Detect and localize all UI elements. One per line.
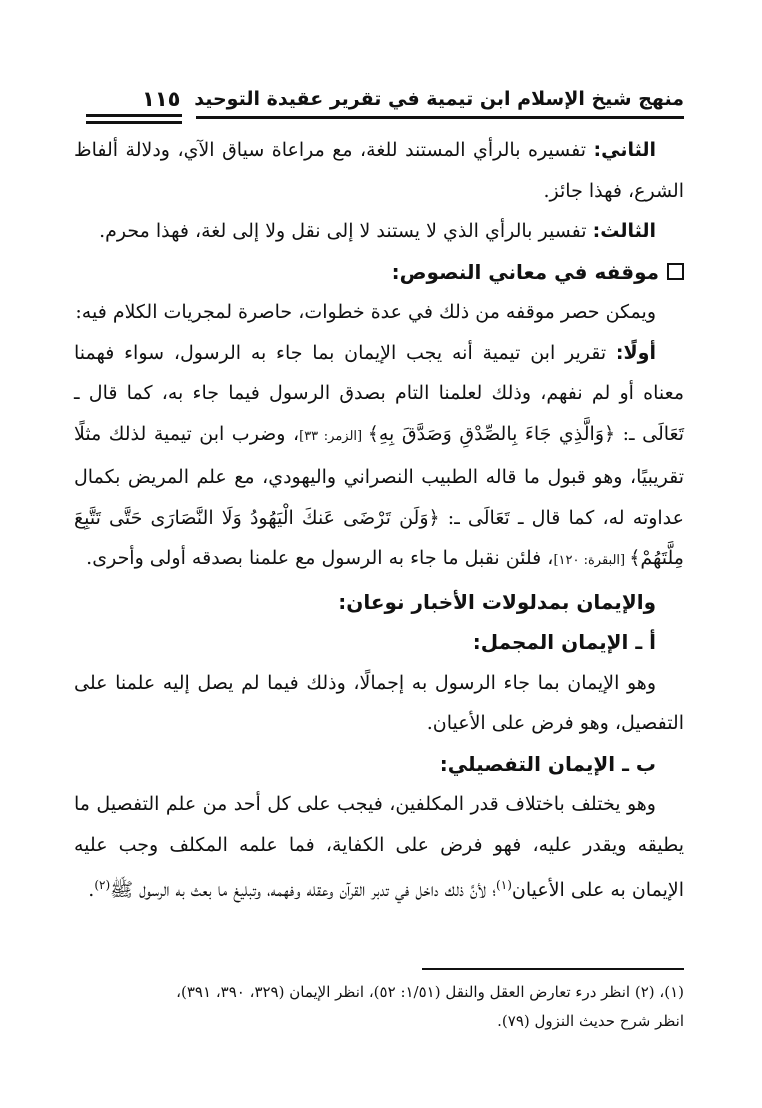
paragraph-intro: [74, 292, 684, 333]
running-title: منهج شيخ الإسلام ابن تيمية في تقرير عقيدة التوحيد: [194, 88, 684, 110]
footnote-marker-2: (٢): [94, 878, 111, 892]
page-header: [88, 86, 684, 116]
footnotes: [74, 978, 684, 1036]
third-type-text: تفسير بالرأي الذي لا يستند لا إلى نقل ولا إلى لغة، فهذا محرم.: [99, 220, 593, 242]
intro-text: ويمكن حصر موقفه من ذلك في عدة خطوات، حاصرة لمجريات الكلام فيه:: [75, 301, 656, 323]
section-heading: [74, 252, 684, 293]
type-a-heading: أ ـ الإيمان المجمل:: [472, 630, 656, 654]
type-b-text-c: .: [88, 879, 95, 901]
first-step-text-a: تقرير ابن تيمية أنه يجب الإيمان بما جاء به الرسول، سواء فهمنا معناه أو لم نفهم، وذلك لعلمنا التام بصدق الرسول فيما جاء به، كما قال ـ تَعَالَى ـ:: [74, 341, 684, 445]
paragraph-third-type: [74, 211, 684, 252]
header-rule: [196, 116, 684, 119]
third-type-label: الثالث:: [592, 220, 656, 242]
faith-types-heading: والإيمان بمدلولات الأخبار نوعان:: [338, 589, 656, 614]
paragraph-first-step: [74, 333, 684, 582]
first-step-text-c: ، فلئن نقبل ما جاء به الرسول مع علمنا بصدقه أولى وأحرى.: [86, 547, 554, 569]
type-b-text-b: ؛ لأنَّ ذلك داخل في تدبر القرآن وعقله وفهمه، وتبليغ ما بعث به الرسول ﷺ: [110, 879, 497, 901]
verse-reference-1: [الزمر: ٣٣]: [299, 428, 368, 444]
footnote-line-2: انظر شرح حديث النزول (٧٩).: [497, 1012, 684, 1030]
footnote-line-1: (١)، (٢) انظر درء تعارض العقل والنقل (١/٥١: ٥٢)، انظر الإيمان (٣٢٩، ٣٩٠، ٣٩١)،: [176, 983, 684, 1001]
first-step-label: أولًا:: [615, 341, 656, 364]
page-number: ١١٥: [142, 87, 181, 111]
page-body: [74, 130, 684, 911]
quran-verse-2: ﴿وَلَن تَرْضَى عَنكَ الْيَهُودُ وَلَا النَّصَارَى حَتَّى تَتَّبِعَ مِلَّتَهُمْ﴾: [74, 506, 684, 569]
footnote-marker-1: (١): [496, 878, 512, 892]
checkbox-bullet-icon: [667, 263, 684, 280]
page-number-rule-lower: [86, 121, 182, 124]
second-type-text: تفسيره بالرأي المستند للغة، مع مراعاة سياق الآي، ودلالة ألفاظ الشرع، فهذا جائز.: [74, 139, 684, 202]
type-b-text-a: وهو يختلف باختلاف قدر المكلفين، فيجب على كل أحد من علم التفصيل ما يطيقه ويقدر عليه، فهو فرض على الكفاية، فما علمه المكلف وجب عليه الإيمان به على الأعيان: [74, 793, 684, 901]
type-b-heading: ب ـ الإيمان التفصيلي:: [439, 751, 656, 776]
section-heading-text: موقفه في معاني النصوص:: [391, 259, 659, 284]
type-b-paragraph: [74, 784, 684, 911]
second-type-label: الثاني:: [593, 139, 656, 161]
type-a-paragraph: وهو الإيمان بما جاء الرسول به إجمالًا، وذلك فيما لم يصل إليه علمنا على التفصيل، وهو فرض على الأعيان.: [74, 671, 684, 734]
page-number-rule-upper: [86, 114, 182, 117]
verse-reference-2: [البقرة: ١٢٠]: [553, 553, 630, 568]
first-step-text-b: ، وضرب ابن تيمية لذلك مثلًا تقريبيًا، وهو قبول ما قاله الطبيب النصراني واليهودي، مع علم المريض بكمال عداوته له، كما قال ـ تَعَالَى ـ:: [74, 422, 684, 529]
footnote-separator: [422, 968, 684, 970]
quran-verse-1: ﴿وَالَّذِي جَاءَ بِالصِّدْقِ وَصَدَّقَ بِهِ﴾: [367, 422, 616, 445]
paragraph-second-type: [74, 130, 684, 211]
